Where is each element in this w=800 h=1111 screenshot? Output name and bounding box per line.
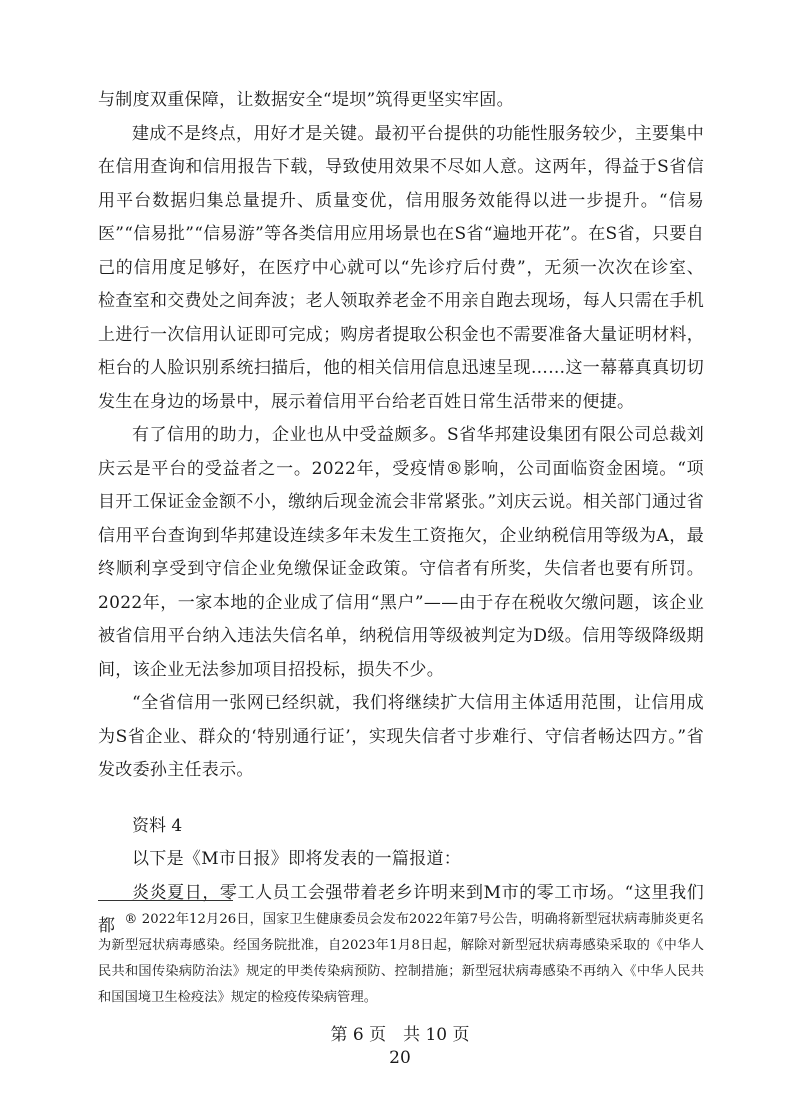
paragraph-3: 有了信用的助力，企业也从中受益颇多。S省华邦建设集团有限公司总裁刘庆云是平台的受益者之一。2022年，受疫情®影响，公司面临资金困境。“项目开工保证金金额不小，缴纳后现金流会非常紧张。”刘庆云说。相关部门通过省信用平台查询到华邦建设连续多年未发生工资拖欠，企业纳税信用等级为A，最终顺利享受到守信企业免缴保证金政策。守信者有所奖，失信者也要有所罚。2022年，一家本地的企业成了信用“黑户”——由于存在税收欠缴问题，该企业被省信用平台纳入违法失信名单，纳税信用等级被判定为D级。信用等级降级期间，该企业无法参加项目招投标，损失不少。	[98, 425, 704, 680]
footnote-divider	[98, 900, 233, 901]
page-number: 20	[389, 1048, 411, 1068]
body-text	[98, 84, 704, 944]
paragraph-1: 与制度双重保障，让数据安全“堤坝”筑得更坚实牢固。	[98, 90, 514, 110]
footnote	[98, 907, 704, 1011]
paragraph-2: 建成不是终点，用好才是关键。最初平台提供的功能性服务较少，主要集中在信用查询和信用报告下载，导致使用效果不尽如人意。这两年，得益于S省信用平台数据归集总量提升、质量变优，信用服务效能得以进一步提升。“信易医”“信易批”“信易游”等各类信用应用场景也在S省“遍地开花”。在S省，只要自己的信用度足够好，在医疗中心就可以“先诊疗后付费”，无须一次次在诊室、检查室和交费处之间奔波；老人领取养老金不用亲自跑去现场，每人只需在手机上进行一次信用认证即可完成；购房者提取公积金也不需要准备大量证明材料，柜台的人脸识别系统扫描后，他的相关信用信息迅速呈现……这一幕幕真真切切发生在身边的场景中，展示着信用平台给老百姓日常生活带来的便捷。	[98, 123, 704, 412]
page-footer-label: 第 6 页 共 10 页	[330, 1025, 470, 1045]
section-paragraph-1: 以下是《M市日报》即将发表的一篇报道：	[132, 849, 462, 869]
footnote-marker: ®	[124, 912, 138, 927]
section-paragraph-2: 炎炎夏日，零工人员工会强带着老乡许明来到M市的零工市场。“这里我们都	[98, 882, 704, 936]
footnote-text: 2022年12月26日，国家卫生健康委员会发布2022年第7号公告，明确将新型冠状病毒肺炎更名为新型冠状病毒感染。经国务院批准，自2023年1月8日起，解除对新型冠状病毒感染采取的《中华人民共和国传染病防治法》规定的甲类传染病预防、控制措施；新型冠状病毒感染不再纳入《中华人民共和国国境卫生检疫法》规定的检疫传染病管理。	[98, 912, 704, 1005]
paragraph-4: “全省信用一张网已经织就，我们将继续扩大信用主体适用范围，让信用成为S省企业、群众的‘特别通行证’，实现失信者寸步难行、守信者畅达四方。”省发改委孙主任表示。	[98, 693, 704, 780]
section-title: 资料 4	[132, 815, 183, 836]
